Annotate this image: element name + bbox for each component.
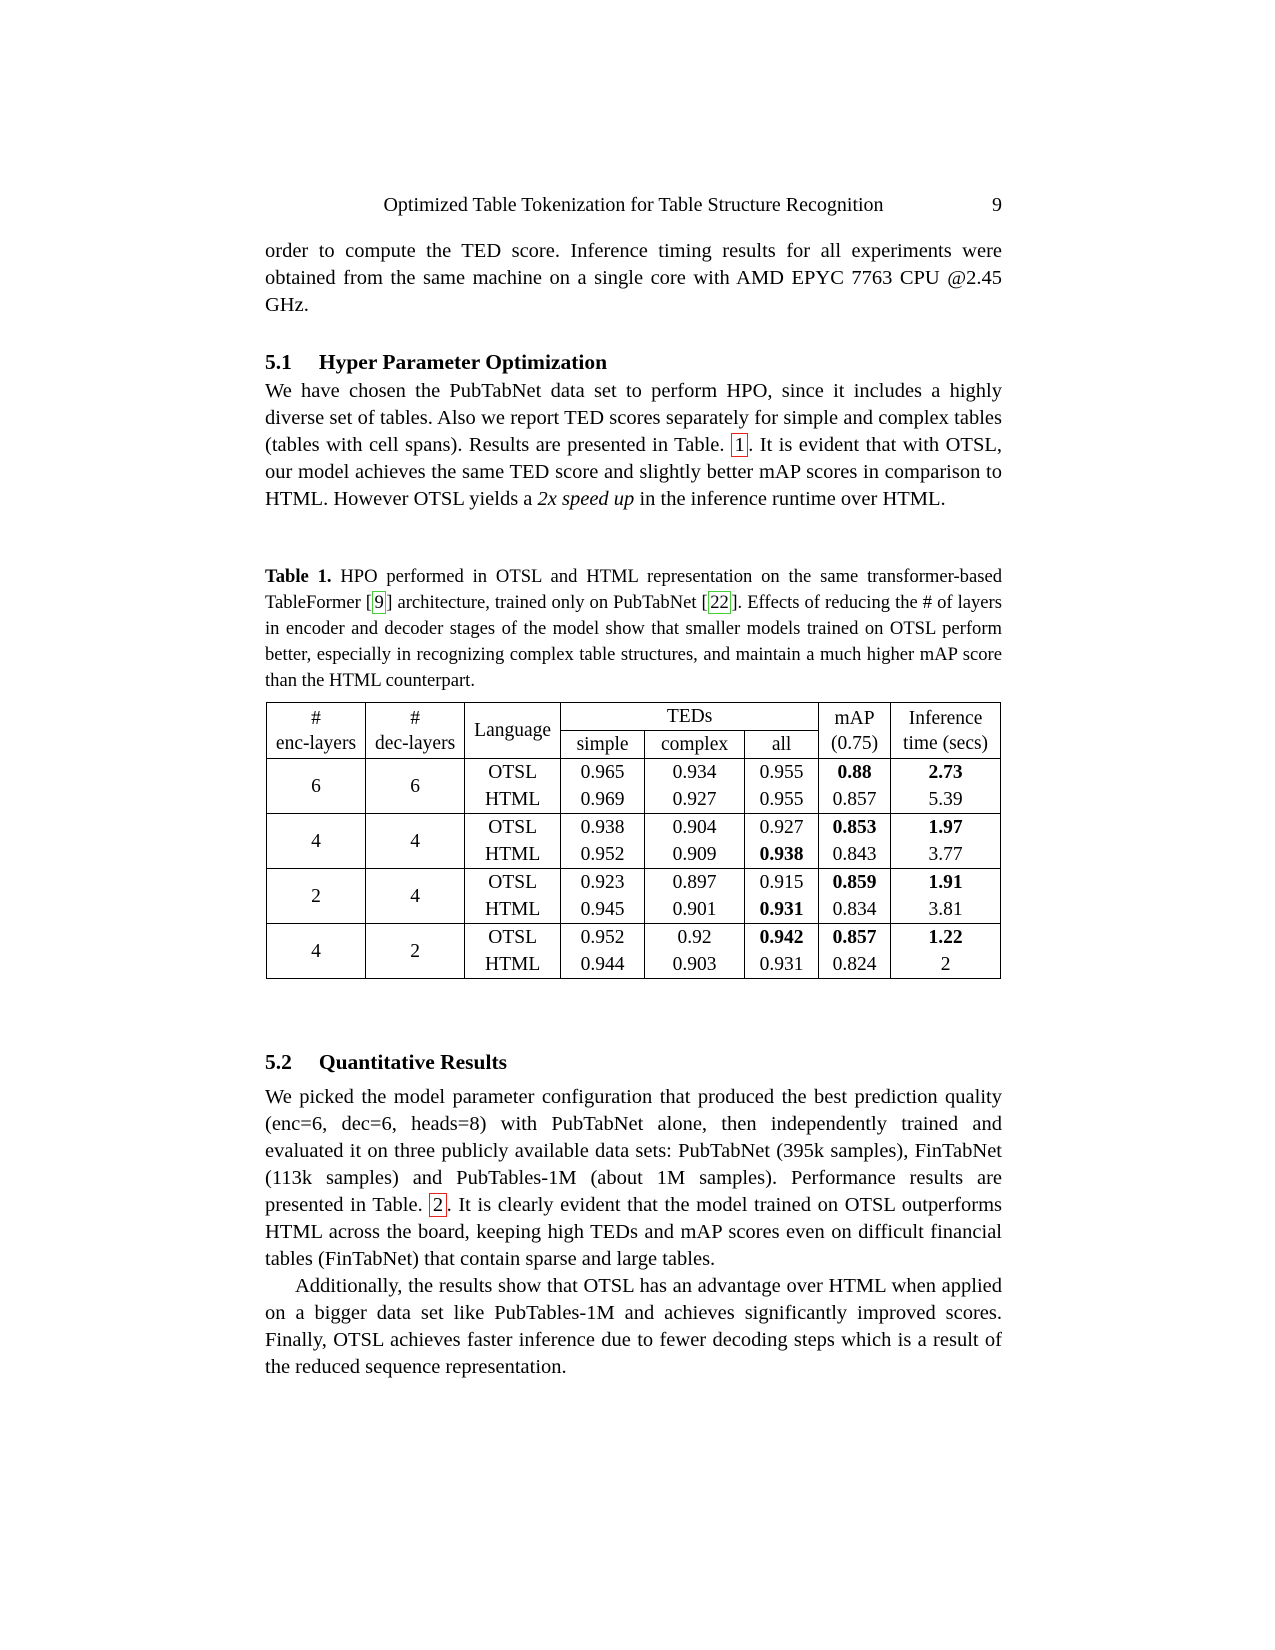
cell-time: 1.97 bbox=[891, 814, 1001, 842]
cell-teds-complex: 0.927 bbox=[645, 786, 745, 814]
cell-language: HTML bbox=[465, 786, 561, 814]
running-head-title: Optimized Table Tokenization for Table Structure Recognition bbox=[383, 194, 884, 216]
cell-teds-all: 0.955 bbox=[745, 786, 819, 814]
emphasized-text: 2x speed up bbox=[537, 488, 635, 510]
cell-enc: 4 bbox=[266, 924, 365, 979]
header-line: time (secs) bbox=[903, 732, 989, 754]
cell-language: HTML bbox=[465, 951, 561, 979]
header-complex: complex bbox=[645, 731, 745, 759]
cell-time: 3.77 bbox=[891, 841, 1001, 869]
cell-teds-all: 0.938 bbox=[745, 841, 819, 869]
table1-reference-link[interactable]: 1 bbox=[731, 433, 748, 457]
cell-time: 3.81 bbox=[891, 896, 1001, 924]
cell-dec: 6 bbox=[366, 759, 465, 814]
cell-teds-all: 0.915 bbox=[745, 869, 819, 897]
paragraph-text: . It is evident that with OTSL, our model achieves the same TED score and slightly better mAP scores in comparison to HTML. However OTSL yields a bbox=[265, 434, 1002, 510]
cell-teds-simple: 0.923 bbox=[561, 869, 645, 897]
cell-teds-simple: 0.938 bbox=[561, 814, 645, 842]
section-title: Hyper Parameter Optimization bbox=[318, 350, 608, 374]
table-row bbox=[266, 759, 1000, 787]
cell-teds-all: 0.931 bbox=[745, 951, 819, 979]
header-line: dec-layers bbox=[375, 732, 456, 754]
hpo-results-table bbox=[266, 702, 1001, 979]
cell-dec: 4 bbox=[366, 814, 465, 869]
cell-map: 0.824 bbox=[819, 951, 891, 979]
cell-teds-all: 0.942 bbox=[745, 924, 819, 952]
results-table-container bbox=[265, 702, 1002, 979]
cell-teds-complex: 0.934 bbox=[645, 759, 745, 787]
header-line: enc-layers bbox=[275, 732, 357, 754]
cell-teds-simple: 0.969 bbox=[561, 786, 645, 814]
cell-time: 1.22 bbox=[891, 924, 1001, 952]
header-line: # bbox=[410, 707, 420, 729]
section-heading-5-1 bbox=[265, 350, 1002, 375]
paragraph-text: We have chosen the PubTabNet data set to perform HPO, since it includes a highly diverse set of tables. Also we report TED scores separately for simple and complex tables (tables with cell spans). Results are presented in Table. bbox=[265, 380, 1002, 456]
cell-teds-complex: 0.897 bbox=[645, 869, 745, 897]
header-inference-time bbox=[891, 703, 1001, 759]
paragraph-5-2-first bbox=[265, 1084, 1002, 1273]
cell-teds-complex: 0.903 bbox=[645, 951, 745, 979]
cell-teds-simple: 0.944 bbox=[561, 951, 645, 979]
header-map bbox=[819, 703, 891, 759]
paragraph-5-1 bbox=[265, 378, 1002, 513]
cell-teds-all: 0.931 bbox=[745, 896, 819, 924]
cell-dec: 4 bbox=[366, 869, 465, 924]
intro-text: order to compute the TED score. Inference timing results for all experiments were obtained from the same machine on a single core with AMD EPYC 7763 CPU @2.45 GHz. bbox=[265, 240, 1002, 316]
cell-map: 0.834 bbox=[819, 896, 891, 924]
caption-text: ]. Effects of reducing the # of layers in encoder and decoder stages of the model show that smaller models trained on OTSL perform better, especially in recognizing complex table structures, and maintain a much higher mAP score than the HTML counterpart. bbox=[265, 592, 1002, 691]
header-dec-layers bbox=[366, 703, 465, 759]
table-row bbox=[266, 924, 1000, 952]
paragraph-text: Additionally, the results show that OTSL has an advantage over HTML when applied on a bigger data set like PubTables-1M and achieves significantly improved scores. Finally, OTSL achieves faster inference due to fewer decoding steps which is a result of the reduced sequence representation. bbox=[265, 1275, 1002, 1378]
cell-teds-simple: 0.952 bbox=[561, 841, 645, 869]
caption-text: HPO performed in OTSL and HTML representation on the same transformer-based TableFormer [ bbox=[265, 566, 1002, 613]
table-row bbox=[266, 814, 1000, 842]
cell-teds-complex: 0.904 bbox=[645, 814, 745, 842]
paragraph-5-2-second bbox=[265, 1273, 1002, 1381]
cell-language: HTML bbox=[465, 841, 561, 869]
header-all: all bbox=[745, 731, 819, 759]
page-number: 9 bbox=[992, 194, 1002, 216]
cell-language: OTSL bbox=[465, 869, 561, 897]
cell-map: 0.843 bbox=[819, 841, 891, 869]
table1-caption bbox=[265, 564, 1002, 694]
cell-dec: 2 bbox=[366, 924, 465, 979]
cell-teds-complex: 0.909 bbox=[645, 841, 745, 869]
table-row bbox=[266, 869, 1000, 897]
cell-map: 0.857 bbox=[819, 786, 891, 814]
cell-time: 1.91 bbox=[891, 869, 1001, 897]
cell-language: OTSL bbox=[465, 924, 561, 952]
cell-map: 0.853 bbox=[819, 814, 891, 842]
running-head bbox=[265, 194, 1002, 217]
paragraph-text: We picked the model parameter configuration that produced the best prediction quality (enc=6, dec=6, heads=8) with PubTabNet alone, then independently trained and evaluated it on three publicly available data sets: PubTabNet (395k samples), FinTabNet (113k samples) and PubTables-1M (about 1M samples). Performance results are presented in Table. bbox=[265, 1086, 1002, 1216]
header-enc-layers bbox=[266, 703, 365, 759]
section-number: 5.1 bbox=[265, 350, 292, 374]
cell-time: 2.73 bbox=[891, 759, 1001, 787]
cell-map: 0.859 bbox=[819, 869, 891, 897]
cell-enc: 6 bbox=[266, 759, 365, 814]
caption-text: ] architecture, trained only on PubTabNet [ bbox=[386, 592, 708, 613]
section-5-2-body bbox=[265, 1084, 1002, 1381]
cell-enc: 2 bbox=[266, 869, 365, 924]
cell-teds-simple: 0.952 bbox=[561, 924, 645, 952]
cell-map: 0.857 bbox=[819, 924, 891, 952]
cell-teds-complex: 0.92 bbox=[645, 924, 745, 952]
table2-reference-link[interactable]: 2 bbox=[429, 1193, 446, 1217]
paragraph-text: in the inference runtime over HTML. bbox=[634, 488, 946, 510]
caption-label: Table 1. bbox=[265, 566, 332, 587]
cell-time: 2 bbox=[891, 951, 1001, 979]
cell-teds-all: 0.955 bbox=[745, 759, 819, 787]
cell-language: HTML bbox=[465, 896, 561, 924]
table-header-row-1 bbox=[266, 703, 1000, 731]
citation-22-link[interactable]: 22 bbox=[708, 591, 732, 614]
paragraph-text: . It is clearly evident that the model trained on OTSL outperforms HTML across the board, keeping high TEDs and mAP scores even on difficult financial tables (FinTabNet) that contain sparse and large tables. bbox=[265, 1194, 1002, 1270]
header-line: Inference bbox=[908, 707, 983, 729]
cell-teds-simple: 0.945 bbox=[561, 896, 645, 924]
header-simple: simple bbox=[561, 731, 645, 759]
cell-teds-complex: 0.901 bbox=[645, 896, 745, 924]
cell-teds-simple: 0.965 bbox=[561, 759, 645, 787]
header-line: mAP bbox=[834, 707, 875, 729]
header-language: Language bbox=[465, 703, 561, 759]
section-title: Quantitative Results bbox=[318, 1050, 507, 1074]
header-line: # bbox=[311, 707, 321, 729]
intro-paragraph bbox=[265, 238, 1002, 319]
cell-teds-all: 0.927 bbox=[745, 814, 819, 842]
cell-language: OTSL bbox=[465, 759, 561, 787]
section-number: 5.2 bbox=[265, 1050, 292, 1074]
header-teds-group: TEDs bbox=[561, 703, 819, 731]
cell-time: 5.39 bbox=[891, 786, 1001, 814]
cell-map: 0.88 bbox=[819, 759, 891, 787]
section-heading-5-2 bbox=[265, 1050, 1002, 1075]
cell-enc: 4 bbox=[266, 814, 365, 869]
header-line: (0.75) bbox=[831, 732, 879, 754]
citation-9-link[interactable]: 9 bbox=[372, 591, 386, 614]
cell-language: OTSL bbox=[465, 814, 561, 842]
